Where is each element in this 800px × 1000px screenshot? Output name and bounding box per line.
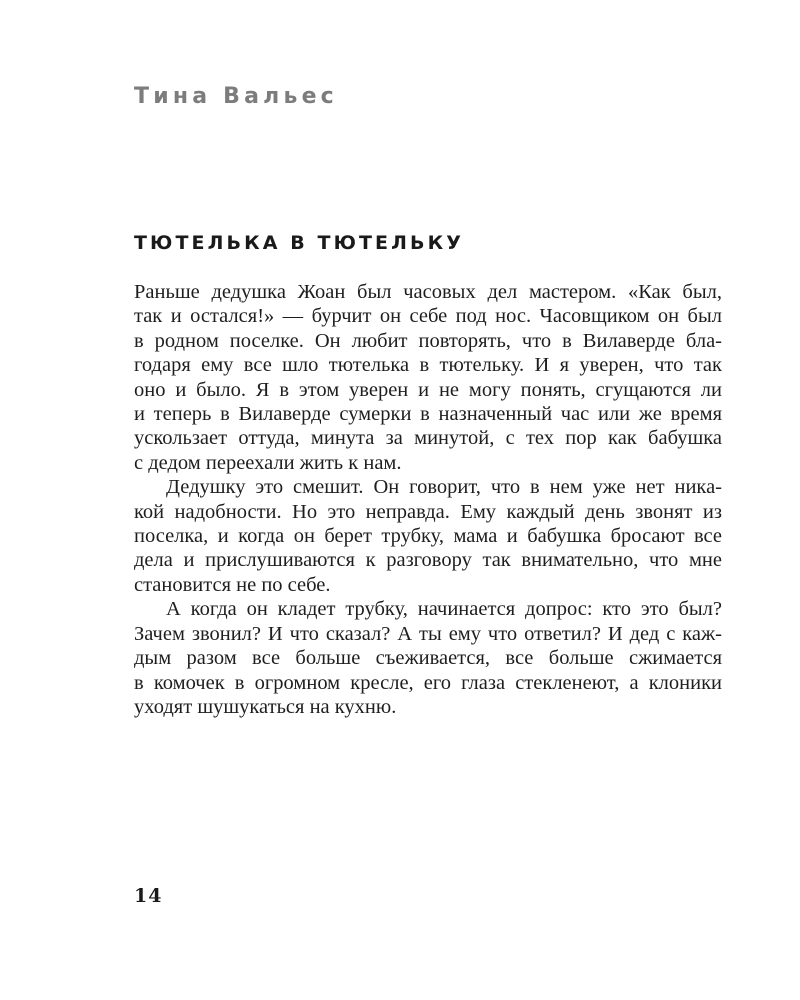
paragraph-1: [134, 280, 722, 475]
text-line: А когда он кладет трубку, начинается допрос: кто это был?: [166, 598, 722, 621]
text-line: уходят шушукаться на кухню.: [134, 695, 397, 718]
text-line: в родном поселке. Он любит повторять, что в Вилаверде бла-: [134, 329, 722, 352]
text-line: дела и прислушиваются к разговору так внимательно, что мне: [134, 549, 722, 572]
text-line: кой надобности. Но это неправда. Ему каждый день звонят из: [134, 500, 722, 523]
text-line: годаря ему все шло тютелька в тютельку. И я уверен, что так: [134, 354, 722, 377]
text-line: становится не по себе.: [134, 573, 331, 596]
body-text: [134, 280, 722, 719]
chapter-title: ТЮТЕЛЬКА В ТЮТЕЛЬКУ: [134, 232, 464, 254]
paragraph-2: [134, 475, 722, 597]
paragraph-3: [134, 597, 722, 719]
page-number: 14: [134, 885, 163, 907]
text-line: ускользает оттуда, минута за минутой, с тех пор как бабушка: [134, 427, 722, 450]
text-line: Дедушку это смешит. Он говорит, что в нем уже нет ника-: [166, 476, 722, 499]
text-line: в комочек в огромном кресле, его глаза стекленеют, а клоники: [134, 671, 722, 694]
running-header-author: Тина Вальес: [134, 84, 338, 109]
text-line: с дедом переехали жить к нам.: [134, 451, 402, 474]
text-line: так и остался!» — бурчит он себе под нос. Часовщиком он был: [134, 305, 722, 328]
text-line: оно и было. Я в этом уверен и не могу понять, сгущаются ли: [134, 378, 722, 401]
text-line: Зачем звонил? И что сказал? А ты ему что ответил? И дед с каж-: [134, 622, 722, 645]
text-line: поселка, и когда он берет трубку, мама и бабушка бросают все: [134, 525, 722, 548]
text-line: дым разом все больше съеживается, все больше сжимается: [134, 647, 722, 670]
text-line: и теперь в Вилаверде сумерки в назначенный час или же время: [134, 403, 722, 426]
text-line: Раньше дедушка Жоан был часовых дел мастером. «Как был,: [134, 281, 722, 303]
